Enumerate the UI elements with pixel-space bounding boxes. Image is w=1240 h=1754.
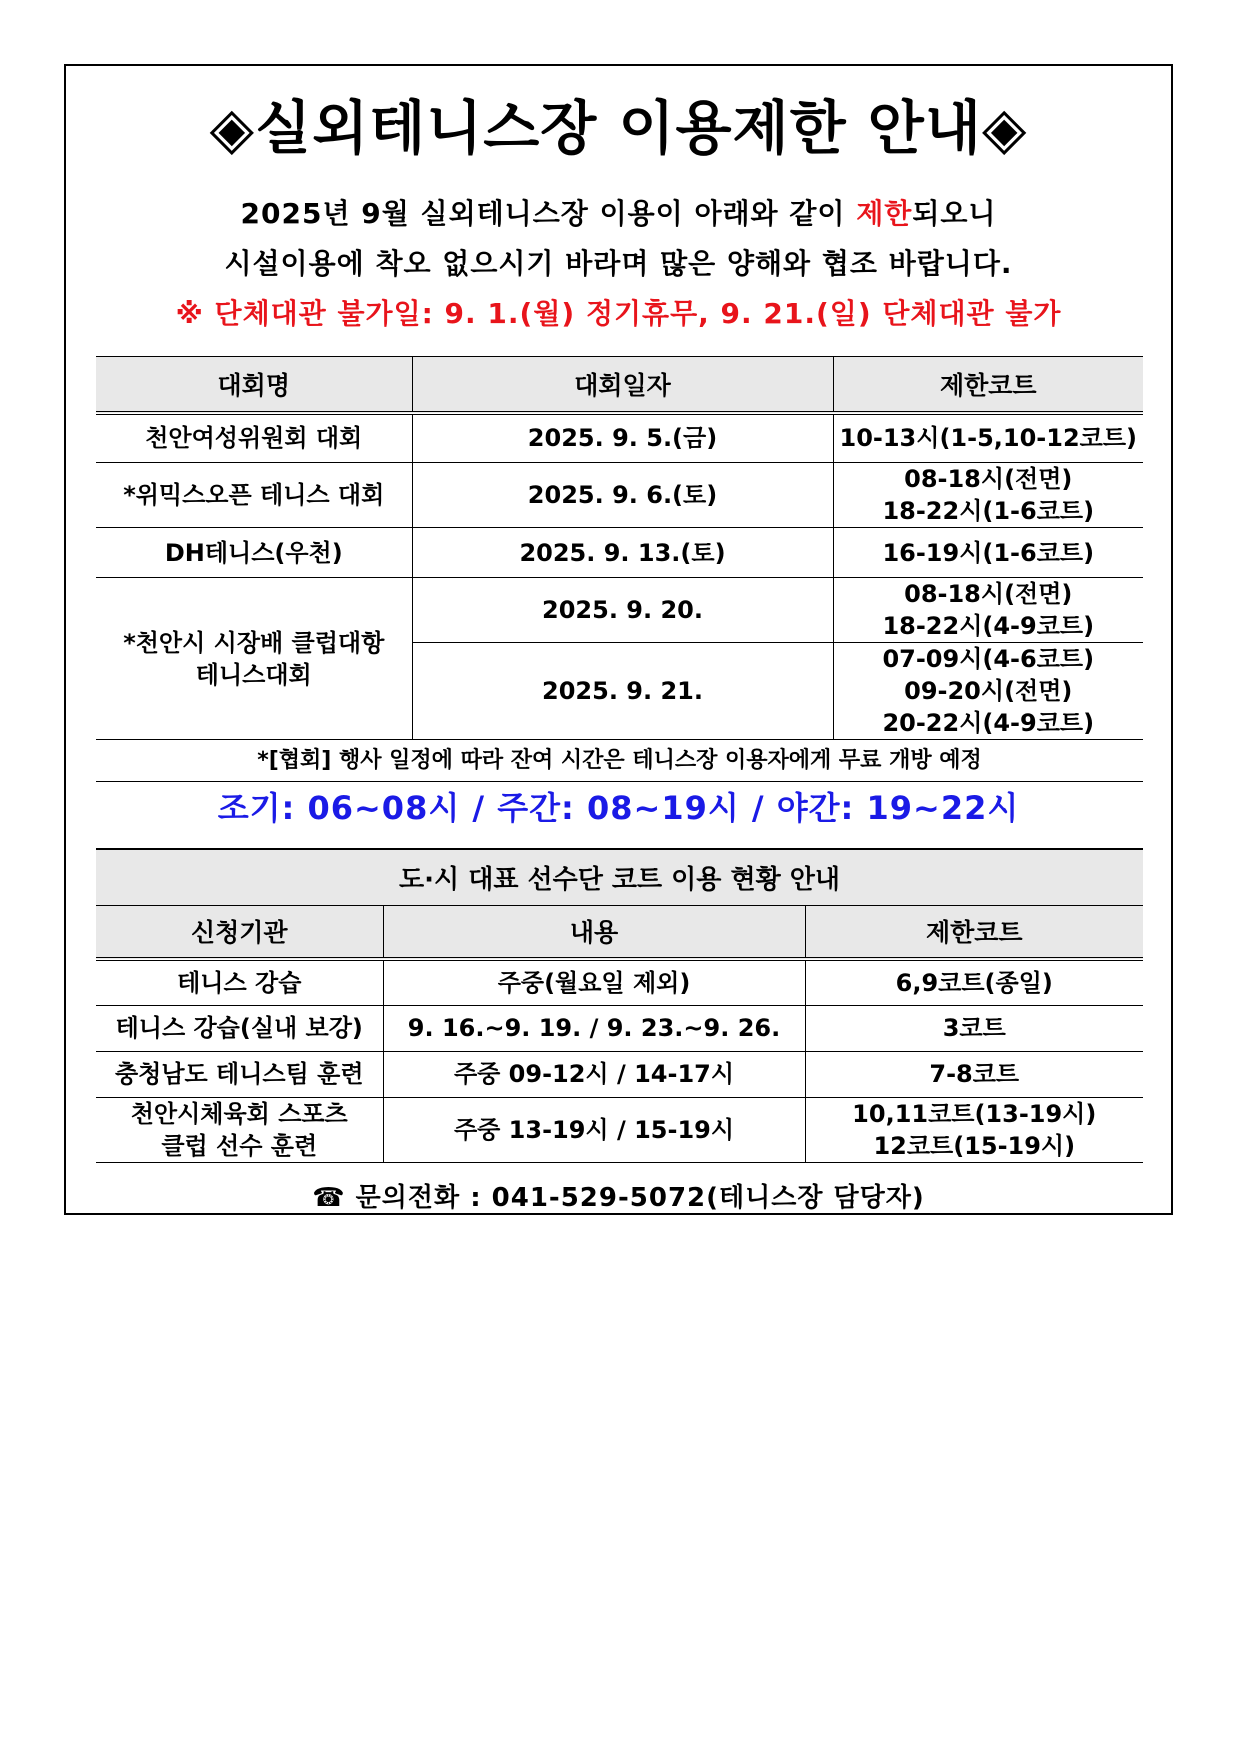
table-row [96, 959, 1143, 1005]
court-line: 08-18시(전면) [904, 580, 1073, 608]
events-note: *[협회] 행사 일정에 따라 잔여 시간은 테니스장 이용자에게 무료 개방 예정 [96, 740, 1143, 782]
org-name: 테니스 강습(실내 보강) [96, 1005, 383, 1051]
operating-hours: 조기: 06~08시 / 주간: 08~19시 / 야간: 19~22시 [217, 789, 1020, 827]
org-name-line: 클럽 선수 훈련 [161, 1131, 318, 1160]
usage-courts [805, 1097, 1143, 1162]
team-table-title: 도·시 대표 선수단 코트 이용 현황 안내 [96, 849, 1143, 905]
org-name [96, 1097, 383, 1162]
usage-content: 9. 16.~9. 19. / 9. 23.~9. 26. [383, 1005, 805, 1051]
notice-frame [64, 64, 1173, 1215]
team-usage-table [96, 848, 1143, 1163]
contact-phone: ☎ 문의전화 : 041-529-5072(테니스장 담당자) [312, 1183, 925, 1213]
court-line: 16-19시(1-6코트) [882, 538, 1095, 567]
usage-content: 주중(월요일 제외) [383, 959, 805, 1005]
org-name-line: 천안시체육회 스포츠 [130, 1099, 348, 1128]
event-date: 2025. 9. 5.(금) [412, 413, 833, 463]
table-row [96, 413, 1143, 463]
event-name-line: *천안시 시장배 클럽대항 [123, 628, 385, 657]
event-date: 2025. 9. 6.(토) [412, 463, 833, 528]
court-line: 09-20시(전면) [904, 677, 1073, 705]
table-row [96, 528, 1143, 578]
intro-line-1-suffix: 되오니 [912, 197, 997, 230]
usage-content: 주중 13-19시 / 15-19시 [383, 1097, 805, 1162]
event-name: DH테니스(우천) [96, 528, 412, 578]
usage-courts: 3코트 [805, 1005, 1143, 1051]
table-row [96, 578, 1143, 643]
events-table [96, 356, 1143, 782]
event-courts [833, 578, 1143, 643]
usage-content: 주중 09-12시 / 14-17시 [383, 1051, 805, 1097]
usage-courts: 6,9코트(종일) [805, 959, 1143, 1005]
team-table-title-row [96, 849, 1143, 905]
header-org: 신청기관 [96, 905, 383, 959]
event-courts [833, 413, 1143, 463]
event-courts [833, 643, 1143, 740]
events-table-header [96, 357, 1143, 413]
intro-line-1 [66, 194, 1171, 234]
court-line: 20-22시(4-9코트) [882, 709, 1095, 737]
court-line: 10-13시(1-5,10-12코트) [839, 424, 1137, 453]
event-name: *위믹스오픈 테니스 대회 [96, 463, 412, 528]
event-name-line: 테니스대회 [195, 660, 312, 689]
court-line: 07-09시(4-6코트) [882, 645, 1095, 673]
events-note-row [96, 740, 1143, 782]
court-line: 18-22시(1-6코트) [882, 497, 1095, 525]
event-date: 2025. 9. 13.(토) [412, 528, 833, 578]
table-row [96, 1097, 1143, 1162]
event-date: 2025. 9. 21. [412, 643, 833, 740]
header-event-name: 대회명 [96, 357, 412, 413]
event-name: 천안여성위원회 대회 [96, 413, 412, 463]
event-name-merged [96, 578, 412, 740]
table-row [96, 1051, 1143, 1097]
table-row [96, 463, 1143, 528]
org-name: 충청남도 테니스팀 훈련 [96, 1051, 383, 1097]
intro-line-1-prefix: 2025년 9월 실외테니스장 이용이 아래와 같이 [240, 197, 857, 230]
notice-title: ◈실외테니스장 이용제한 안내◈ [209, 94, 1028, 162]
org-name: 테니스 강습 [96, 959, 383, 1005]
court-line: 12코트(15-19시) [873, 1131, 1076, 1160]
table-row [96, 1005, 1143, 1051]
team-table-header [96, 905, 1143, 959]
intro-highlight: 제한 [856, 197, 913, 230]
usage-courts: 7-8코트 [805, 1051, 1143, 1097]
header-courts: 제한코트 [805, 905, 1143, 959]
court-line: 10,11코트(13-19시) [852, 1099, 1097, 1128]
header-restricted-courts: 제한코트 [833, 357, 1143, 413]
event-courts [833, 528, 1143, 578]
event-date: 2025. 9. 20. [412, 578, 833, 643]
closed-days-notice: ※ 단체대관 불가일: 9. 1.(월) 정기휴무, 9. 21.(일) 단체대관 불가 [175, 297, 1062, 330]
event-courts [833, 463, 1143, 528]
court-line: 18-22시(4-9코트) [882, 612, 1095, 640]
court-line: 08-18시(전면) [904, 465, 1073, 493]
intro-line-2: 시설이용에 착오 없으시기 바라며 많은 양해와 협조 바랍니다. [224, 247, 1013, 280]
header-event-date: 대회일자 [412, 357, 833, 413]
header-content: 내용 [383, 905, 805, 959]
